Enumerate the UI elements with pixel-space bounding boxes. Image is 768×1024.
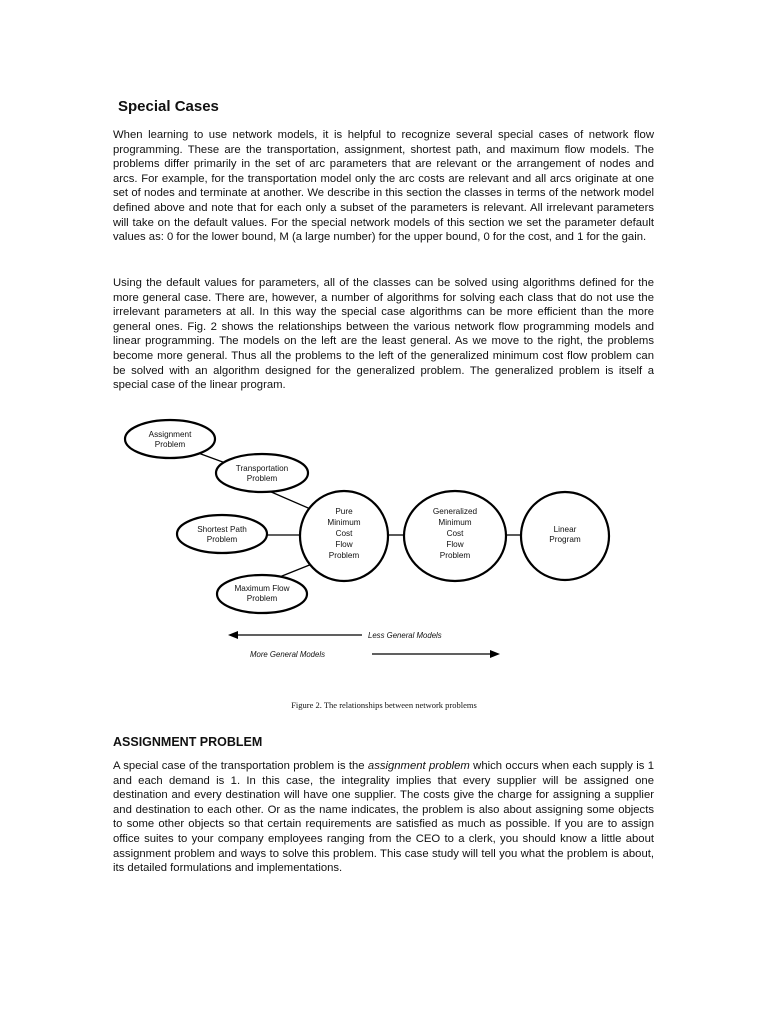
node-label: Cost bbox=[446, 529, 464, 538]
node-label: Assignment bbox=[148, 430, 192, 439]
section-heading-special-cases: Special Cases bbox=[118, 98, 219, 115]
arrow-label-more-general: More General Models bbox=[250, 650, 325, 659]
figure-caption: Figure 2. The relationships between network problems bbox=[291, 700, 477, 710]
paragraph-text-start: A special case of the transportation problem is the bbox=[113, 760, 368, 772]
arrowhead-right-icon bbox=[490, 650, 500, 658]
node-assignment-problem bbox=[125, 420, 215, 458]
arrow-less-general-models bbox=[228, 631, 442, 640]
network-relationship-diagram bbox=[0, 410, 768, 690]
arrow-label-less-general: Less General Models bbox=[368, 631, 442, 640]
node-label: Problem bbox=[206, 535, 238, 544]
node-label: Generalized bbox=[432, 507, 478, 516]
paragraph-assignment-problem bbox=[113, 759, 654, 876]
paragraph-special-cases-intro: When learning to use network models, it is helpful to recognize several special cases of network flow programming. These are the transportation, assignment, shortest path, and maximum flow models. The problems differ primarily in the set of arc parameters that are relevant or the arrangement of nodes and arcs. For example, for the transportation model only the arc costs are relevant and all arcs originate at one set of nodes and terminate at another. We describe in this section the classes in terms of the network model defined above and note that for each only a subset of the parameters is relevant. All irrelevant parameters will take on the default values. For the special network models of this section we set the parameter default values as: 0 for the lower bound, M (a large number) for the upper bound, 0 for the cost, and 1 for the gain. bbox=[113, 129, 654, 244]
node-maximum-flow-problem bbox=[217, 575, 307, 613]
node-label: Problem bbox=[439, 551, 471, 560]
node-pure-minimum-cost-flow-problem bbox=[300, 491, 388, 581]
node-label: Program bbox=[549, 535, 581, 544]
emphasis-assignment-problem: assignment problem bbox=[367, 760, 470, 772]
node-label: Flow bbox=[446, 540, 464, 549]
arrow-more-general-models bbox=[250, 650, 500, 659]
node-generalized-minimum-cost-flow-problem bbox=[404, 491, 506, 581]
node-label: Pure bbox=[335, 507, 353, 516]
node-label: Transportation bbox=[235, 464, 289, 473]
node-linear-program bbox=[521, 492, 609, 580]
node-transportation-problem bbox=[216, 454, 308, 492]
node-label: Problem bbox=[246, 594, 278, 603]
node-label: Linear bbox=[553, 525, 577, 534]
section-heading-assignment-problem: ASSIGNMENT PROBLEM bbox=[113, 735, 263, 749]
node-label: Maximum Flow bbox=[234, 584, 290, 593]
arrowhead-left-icon bbox=[228, 631, 238, 639]
node-label: Cost bbox=[335, 529, 353, 538]
node-label: Minimum bbox=[327, 518, 361, 527]
node-label: Problem bbox=[328, 551, 360, 560]
node-label: Minimum bbox=[438, 518, 472, 527]
paragraph-default-values: Using the default values for parameters, all of the classes can be solved using algorithms defined for the more general case. There are, however, a number of algorithms for solving each class that do not use the irrelevant parameters at all. In this way the special case algorithms can be more efficient than the more general ones. Fig. 2 shows the relationships between the various network flow programming models and linear programming. The models on the left are the least general. As we move to the right, the problems become more general. Thus all the problems to the left of the generalized minimum cost flow problem can be solved with an algorithm designed for the generalized problem. The generalized problem is itself a special case of the linear program. bbox=[113, 277, 654, 392]
node-label: Shortest Path bbox=[197, 525, 247, 534]
node-label: Problem bbox=[154, 440, 186, 449]
node-label: Problem bbox=[246, 474, 278, 483]
node-shortest-path-problem bbox=[177, 515, 267, 553]
node-label: Flow bbox=[335, 540, 353, 549]
paragraph-text-rest: which occurs when each supply is 1 and each demand is 1. In this case, the integrality implies that every supplier will be assigned one destination and every destination will have one supplier. The costs give the charge for assigning a supplier and destination to each other. Or as the name indicates, the problem is also about assigning some objects to some other objects so that certain requirements are satisfied as much as possible. If you are to assign office suites to your company employees ranging from the CEO to a clerk, you should know a little about assignment problem and ways to solve this problem. This case study will tell you what the problem is about, its detailed formulations and implementations. bbox=[113, 760, 654, 875]
